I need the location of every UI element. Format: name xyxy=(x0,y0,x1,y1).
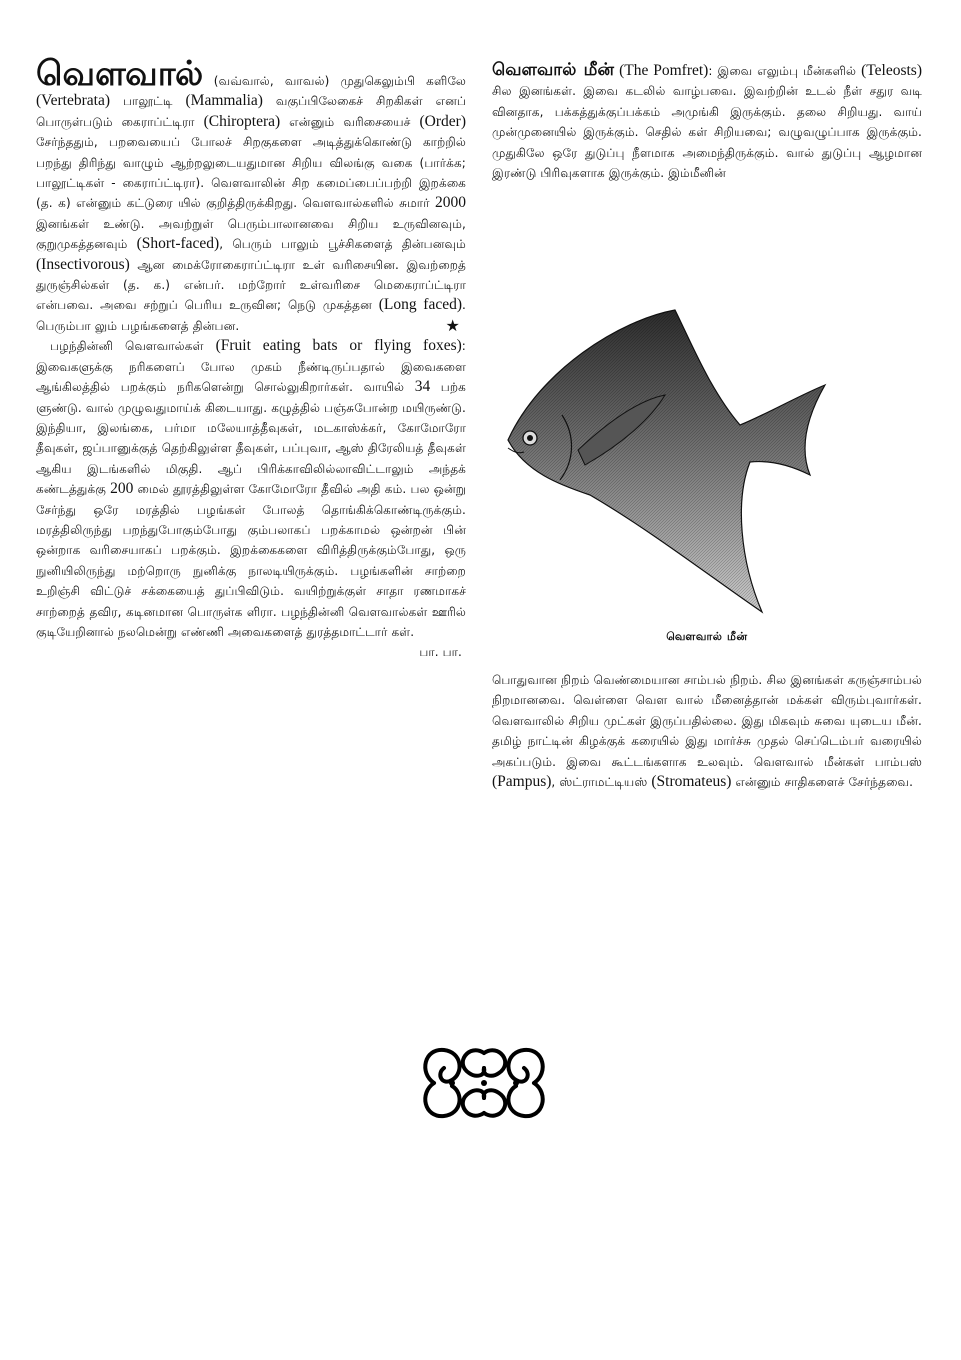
text-run: இனங்கள் உண்டு. அவற்றுள் பெரும்பாலானவை சிறிய உருவினவும், குறுமுகத்தனவும் xyxy=(36,216,466,252)
author-signature: பா. பா. xyxy=(419,645,462,660)
text-run: ஆன மைக்ரோகைராப்ட்டிரா உள் வரிசையின. இவற்றைத் துருஞ்சில்கள் (த. க.) என்பர். மற்றோர் உள்வரிசை மெகைராப்ட்டிரா என்பவை. அவை சற்றுப் பெரிய உருவின; நெடு முகத்தன xyxy=(36,257,466,313)
number-term: 2000 xyxy=(435,194,466,212)
pomfret-fish-illustration xyxy=(500,300,830,620)
right-column-top xyxy=(492,60,922,183)
latin-term: (Long faced) xyxy=(378,296,463,314)
text-run: . பெரும்பா லும் பழங்களைத் தின்பன. xyxy=(36,298,466,333)
article-pomfret-paragraph-2 xyxy=(492,670,922,792)
article-pomfret-paragraph-1 xyxy=(492,60,922,183)
latin-term: (Vertebrata) xyxy=(36,92,111,110)
latin-term: (Insectivorous) xyxy=(36,255,130,273)
text-run: பாலூட்டி xyxy=(110,94,186,109)
text-run: : இவைகளுக்கு நரிகளைப் போல முகம் நீண்டிருப்பதால் இவைகளை ஆங்கிலத்தில் பறக்கும் நரிகளென்று சொல்லுகிறார்கள். வாயில் xyxy=(36,339,466,395)
latin-term: (Stromateus) xyxy=(651,773,732,791)
text-run: , ஸ்ட்ராமட்டியஸ் xyxy=(551,775,652,790)
star-icon: ★ xyxy=(445,315,460,335)
text-run: மைல் தூரத்திலுள்ள கோமோரோ தீவில் அதி கம். பல ஒன்று சேர்ந்து ஒரே மரத்தில் பழங்கள் போலத் தொங்கிக்கொண்டிருக்கும். மரத்திலிருந்து பறந்துபோகும்போது கும்பலாகப் பறக்காமல் ஒன்றன் பின் ஒன்றாக வரிசையாகப் பறக்கும். இறக்கைகளை விரித்திருக்கும்போது, ஒரு நுனியிலிருந்து மற்றொரு நுனிக்கு நாலடியிருக்கும். பழங்களின் சாற்றை உறிஞ்சி விட்டுச் சக்கையைத் துப்பிவிடும். வயிற்றுக்குள் சாதா ரணமாகச் சாற்றைத் தவிர, கடினமான பொருள்க ளிரா. பழந்தின்னி வௌவால்கள் ஊரில் குடியேறினால் நலமென்று எண்ணி அவைகளைத் துரத்தமாட்டார் கள். xyxy=(36,482,466,639)
latin-term: (Short-faced) xyxy=(136,235,220,253)
article-bat-paragraph-2 xyxy=(36,336,466,642)
left-column xyxy=(36,54,467,663)
article-bat-paragraph-1 xyxy=(36,54,467,336)
text-run: வகுப்பிலேகைச் சிறகிகள் எனப் பொருள்படும் கைராப்ட்டிரா xyxy=(36,94,467,129)
text-run: பொதுவான நிறம் வெண்மையான சாம்பல் நிறம். சில இனங்கள் கருஞ்சாம்பல் நிறமானவை. வெள்ளை வௌ வால் மீனைத்தான் மக்கள் விரும்புவார்கள். வௌவாலில் சிறிய முட்கள் இருப்பதில்லை. இது மிகவும் சுவை யுடைய மீன். தமிழ் நாட்டின் கிழக்குக் கரையில் இது மார்ச்சு முதல் செப்டெம்பர் வரையில் அகப்படும். இவை கூட்டங்களாக உலவும். வௌவால் மீன்கள் பாம்பஸ் xyxy=(492,673,922,769)
latin-term: (Teleosts) xyxy=(861,62,922,79)
text-run: என்னும் வரிசையைச் xyxy=(280,114,420,129)
text-run: பற்க ளுண்டு. வால் முழுவதுமாய்க் கிடையாது. கழுத்தில் பஞ்சுபோன்ற மயிருண்டு. இந்தியா, இலங்கை, பர்மா மலேயாத்தீவுகள், மடகாஸ்க்கர், கோமோரோ தீவுகள், ஜப்பானுக்குத் தெற்கிலுள்ள தீவுகள், பப்புவா, ஆஸ் திரேலியத் தீவுகள் ஆகிய இடங்களில் மிகுதி. ஆப் பிரிக்காவிலில்லாவிட்டாலும் அந்தக் கண்டத்துக்கு xyxy=(36,380,466,497)
latin-term: (Mammalia) xyxy=(185,92,263,110)
text-run: : இவை எலும்பு மீன்களில் xyxy=(708,64,862,78)
latin-term: (Fruit eating bats or flying foxes) xyxy=(215,337,462,355)
ornament-icon xyxy=(414,1038,554,1128)
text-run: சில இனங்கள். இவை கடலில் வாழ்பவை. இவற்றின் உடல் நீள் சதுர வடி வினதாக, பக்கத்துக்குப்பக்கம் அமுங்கி இருக்கும். தலை சிறியது. வாய் முன்முனையில் இருக்கும். செதில் கள் சிறியவை; வழுவழுப்பாக இருக்கும். முதுகிலே ஒரே துடுப்பு நீளமாக அமைந்திருக்கும். வால் துடுப்பு ஆழமான இரண்டு பிரிவுகளாக இருக்கும். இம்மீனின் xyxy=(492,84,922,181)
right-column-bottom xyxy=(492,670,922,792)
latin-term: (Chiroptera) xyxy=(203,112,281,130)
text-run: என்னும் சாதிகளைச் சேர்ந்தவை. xyxy=(731,775,914,790)
number-term: 200 xyxy=(110,480,134,498)
text-run: சேர்ந்ததும், பறவையைப் போலச் சிறகுகளை அடித்துக்கொண்டு காற்றில் பறந்து திரிந்து வாழும் ஆற்றலுடையதுமான சிறிய விலங்கு வகை (பார்க்க; பாலூட்டிகள் - கைராப்ட்டிரா). வௌவாலின் சிற கமைப்பைப்பற்றி இறக்கை (த. க) என்னும் கட்டுரை யில் குறித்திருக்கிறது. வௌவால்களில் சுமார் xyxy=(36,135,466,211)
text-run: , பெரும் பாலும் பூச்சிகளைத் தின்பனவும் xyxy=(219,237,466,252)
fruit-bat-subheading: பழந்தின்னி வௌவால்கள் xyxy=(50,339,216,354)
ornament-tailpiece xyxy=(414,1038,554,1128)
article-pomfret-heading: வௌவால் மீன் xyxy=(492,60,615,80)
fish-caption: வௌவால் மீன் xyxy=(666,630,748,643)
article-pomfret-heading-latin: (The Pomfret) xyxy=(619,62,709,79)
text-run: (வவ்வால், வாவல்) முதுகெலும்பி களிலே xyxy=(202,74,466,88)
fish-icon xyxy=(500,300,830,620)
latin-term: (Order) xyxy=(419,112,466,130)
article-bat-heading: வௌவால் xyxy=(36,54,203,94)
number-term: 34 xyxy=(414,378,431,396)
latin-term: (Pampus) xyxy=(492,773,552,791)
